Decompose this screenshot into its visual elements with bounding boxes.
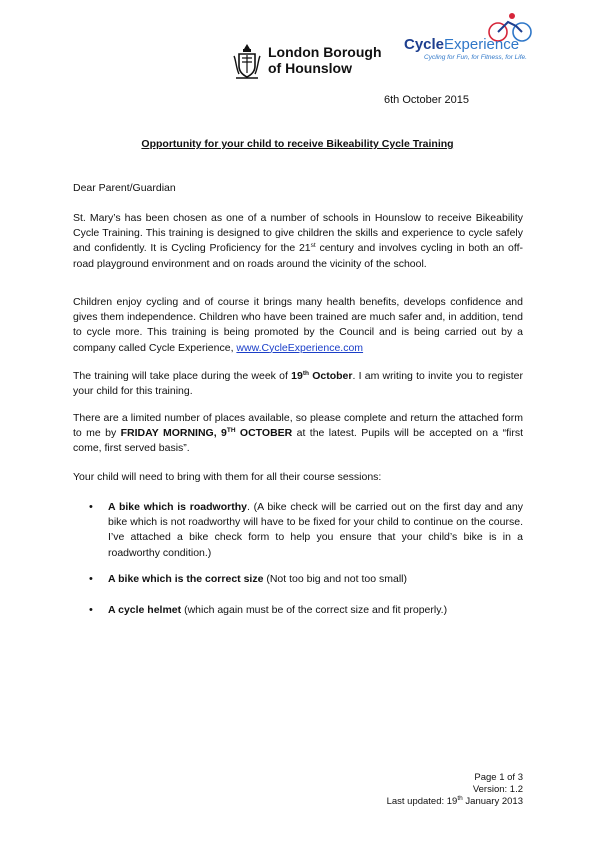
coat-of-arms-icon (232, 42, 262, 82)
letter-date: 6th October 2015 (384, 94, 470, 106)
letter-subject: Opportunity for your child to receive Bikeability Cycle Training (141, 138, 454, 150)
cycle-experience-wordmark (404, 36, 519, 53)
paragraph-5: Your child will need to bring with them for all their course sessions: (73, 471, 382, 483)
cycle-experience-logo (404, 12, 554, 68)
brand-experience: Experience (444, 36, 520, 53)
version: Version: 1.2 (472, 784, 523, 795)
borough-name (268, 44, 382, 76)
borough-line-2: of Hounslow (268, 60, 352, 76)
paragraph-3: The training will take place during the week of 19th October. I am writing to invite you to register your child for this training. (73, 370, 523, 398)
brand-cycle: Cycle (404, 36, 445, 53)
page-footer (387, 772, 523, 808)
salutation: Dear Parent/Guardian (73, 182, 176, 194)
bullet-2-marker: • (89, 573, 93, 585)
bullet-3-marker: • (89, 604, 93, 616)
last-updated: Last updated: 19th January 2013 (386, 795, 523, 807)
hounslow-logo (228, 40, 388, 86)
cycle-tagline: Cycling for Fun, for Fitness, for Life. (424, 54, 527, 61)
bullet-1-text: A bike which is roadworthy. (A bike check will be carried out on the first day and any bike which is not roadworthy will have to be fixed for your child to continue on the course. I’ve attached a bike check form to help you ensure that your child’s bike is in a roadworthy condition.) (108, 501, 523, 559)
page-number: Page 1 of 3 (474, 772, 523, 783)
paragraph-1: St. Mary’s has been chosen as one of a number of schools in Hounslow to receive Bikeability Cycle Training. This training is designed to give children the skills and experience to cycle safely and confidently. It is Cycling Proficiency for the 21st century and involves cycling in both an off-road playground environment and on roads around the vicinity of the school. (73, 212, 524, 270)
bullet-1-marker: • (89, 501, 93, 513)
paragraph-2: Children enjoy cycling and of course it brings many health benefits, develops confidence and gives them independence. Children who have been trained are much safer and, in addition, tend to cycle more. This training is being promoted by the Council and is being carried out by a company called Cycle Experience, www.CycleExperience.com (73, 296, 523, 354)
cycle-experience-link[interactable]: www.CycleExperience.com (236, 341, 364, 354)
paragraph-4: There are a limited number of places available, so please complete and return the attached form to me by FRIDAY MORNING, 9TH OCTOBER at the latest. Pupils will be accepted on a “first come, first served basis”. (73, 412, 523, 455)
bullet-3-text: A cycle helmet (which again must be of the correct size and fit properly.) (108, 604, 448, 616)
borough-line-1: London Borough (268, 44, 382, 60)
bullet-2-text: A bike which is the correct size (Not too big and not too small) (108, 573, 407, 585)
